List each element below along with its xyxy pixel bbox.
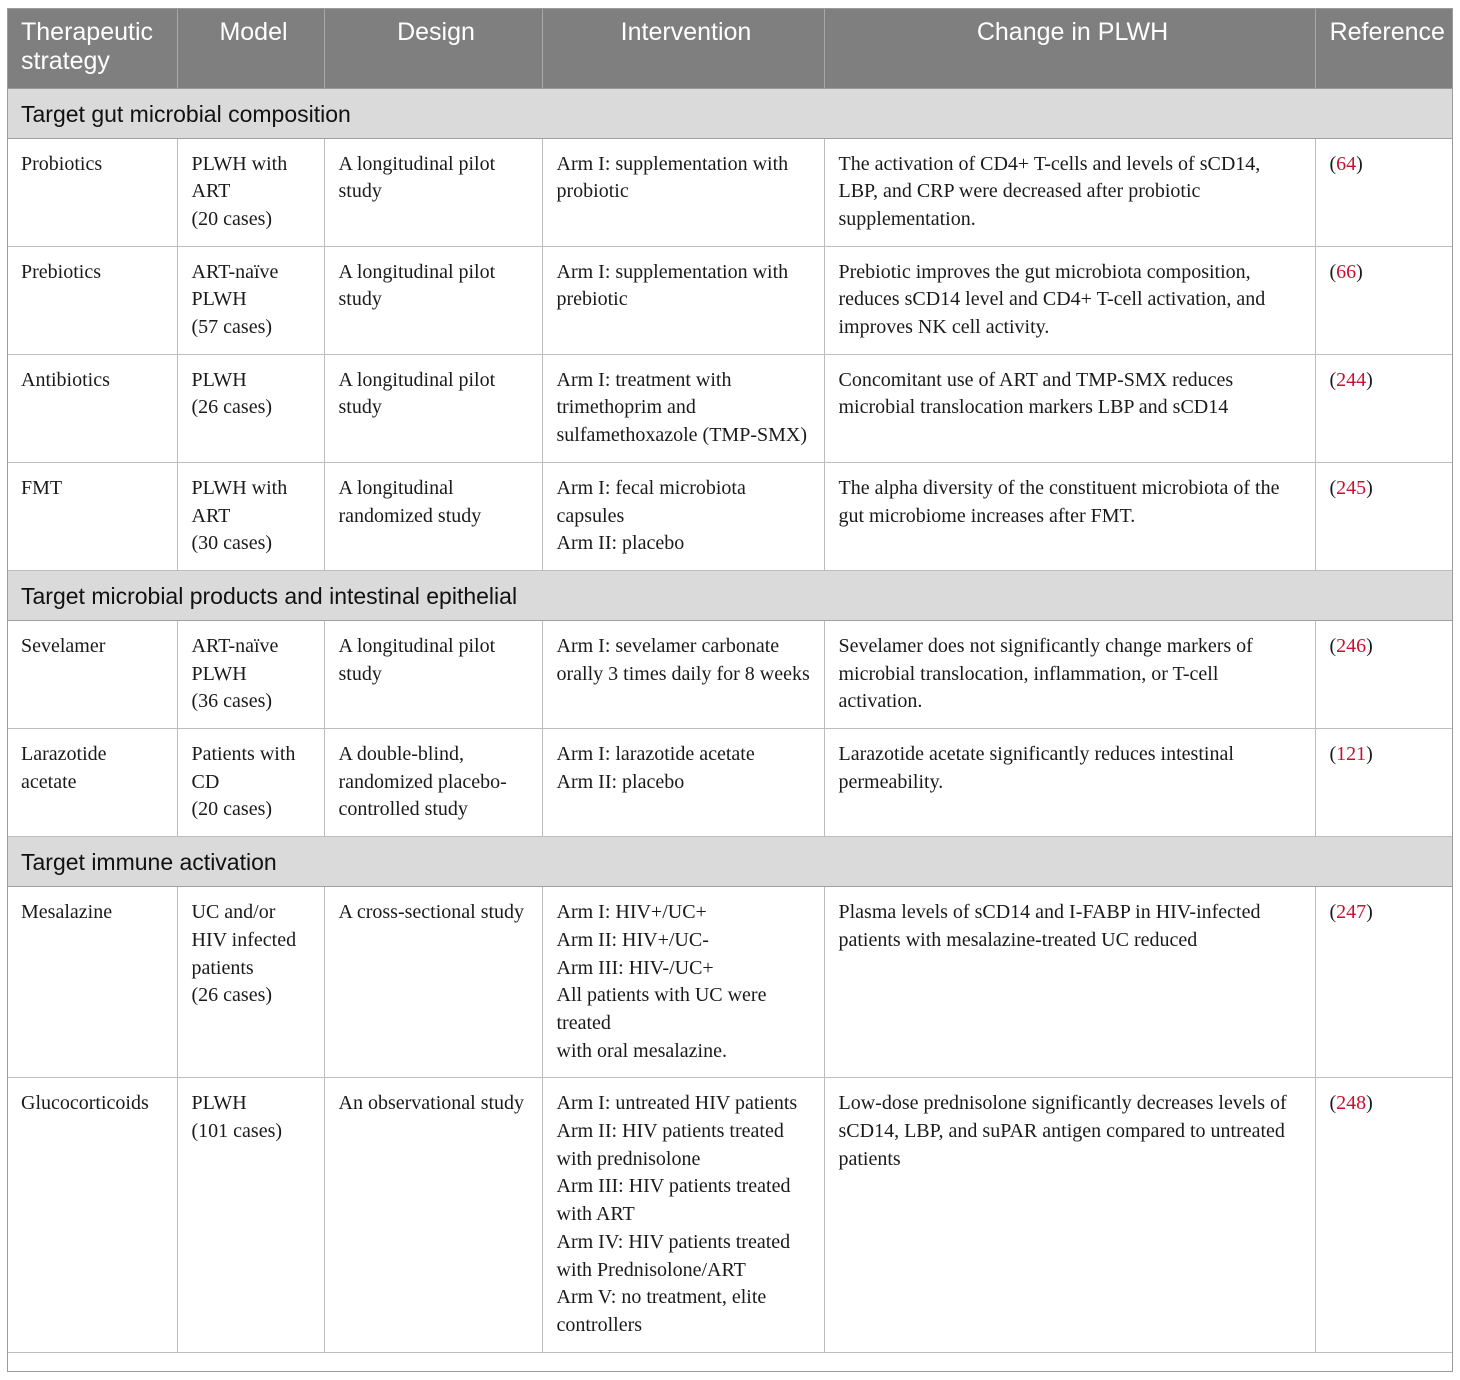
cell-design: A cross-sectional study (324, 887, 542, 1078)
cell-therapeutic-strategy: Glucocorticoids (7, 1078, 177, 1352)
reference-link[interactable]: 66 (1336, 260, 1357, 283)
cell-therapeutic-strategy: Probiotics (7, 138, 177, 246)
reference-link[interactable]: 245 (1336, 476, 1367, 499)
section-row (7, 88, 1453, 138)
header-row (7, 8, 1453, 88)
cell-model: PLWH (26 cases) (177, 354, 324, 462)
cell-reference (1315, 620, 1453, 728)
cell-therapeutic-strategy: Larazotide acetate (7, 729, 177, 837)
reference-paren-open: ( (1329, 260, 1337, 283)
cell-intervention: Arm I: larazotide acetate Arm II: placebo (542, 729, 824, 837)
reference-paren-open: ( (1329, 368, 1337, 391)
reference-paren-open: ( (1329, 152, 1337, 175)
cell-reference (1315, 887, 1453, 1078)
reference-paren-close: ) (1366, 901, 1373, 924)
cell-reference (1315, 729, 1453, 837)
reference-paren-open: ( (1329, 901, 1337, 924)
cell-therapeutic-strategy: Prebiotics (7, 246, 177, 354)
cell-therapeutic-strategy: FMT (7, 462, 177, 570)
cell-change-in-plwh: The activation of CD4+ T-cells and levels of sCD14, LBP, and CRP were decreased after probiotic supplementation. (824, 138, 1315, 246)
cell-therapeutic-strategy: Mesalazine (7, 887, 177, 1078)
cell-reference (1315, 138, 1453, 246)
table-row (7, 354, 1453, 462)
cell-change-in-plwh: Prebiotic improves the gut microbiota composition, reduces sCD14 level and CD4+ T-cell activation, and improves NK cell activity. (824, 246, 1315, 354)
header-therapeutic-strategy: Therapeutic strategy (7, 8, 177, 88)
cell-model: ART-naïve PLWH (36 cases) (177, 620, 324, 728)
cell-change-in-plwh: Plasma levels of sCD14 and I-FABP in HIV-infected patients with mesalazine-treated UC reduced (824, 887, 1315, 1078)
reference-paren-close: ) (1366, 476, 1373, 499)
cell-reference (1315, 354, 1453, 462)
cell-reference (1315, 246, 1453, 354)
reference-paren-close: ) (1366, 368, 1373, 391)
cell-change-in-plwh: Low-dose prednisolone significantly decreases levels of sCD14, LBP, and suPAR antigen compared to untreated patients (824, 1078, 1315, 1352)
reference-paren-close: ) (1356, 152, 1363, 175)
cell-intervention: Arm I: sevelamer carbonate orally 3 times daily for 8 weeks (542, 620, 824, 728)
reference-link[interactable]: 64 (1336, 152, 1357, 175)
table-row (7, 887, 1453, 1078)
cell-model: ART-naïve PLWH (57 cases) (177, 246, 324, 354)
cell-design: An observational study (324, 1078, 542, 1352)
header-change-in-plwh: Change in PLWH (824, 8, 1315, 88)
reference-paren-close: ) (1356, 260, 1363, 283)
cell-intervention: Arm I: supplementation with prebiotic (542, 246, 824, 354)
table-row (7, 620, 1453, 728)
cell-intervention: Arm I: fecal microbiota capsules Arm II: placebo (542, 462, 824, 570)
section-title: Target gut microbial composition (7, 88, 1453, 138)
table-row (7, 729, 1453, 837)
cell-model: PLWH with ART (30 cases) (177, 462, 324, 570)
section-title: Target immune activation (7, 837, 1453, 887)
section-title: Target microbial products and intestinal epithelial (7, 570, 1453, 620)
reference-paren-close: ) (1366, 743, 1373, 766)
cell-design: A longitudinal pilot study (324, 354, 542, 462)
cell-change-in-plwh: Sevelamer does not significantly change markers of microbial translocation, inflammation, or T-cell activation. (824, 620, 1315, 728)
cell-change-in-plwh: The alpha diversity of the constituent microbiota of the gut microbiome increases after FMT. (824, 462, 1315, 570)
reference-paren-open: ( (1329, 634, 1337, 657)
table-body (7, 88, 1453, 1352)
cell-intervention: Arm I: supplementation with probiotic (542, 138, 824, 246)
table-row (7, 1078, 1453, 1352)
reference-link[interactable]: 248 (1336, 1092, 1367, 1115)
cell-intervention: Arm I: treatment with trimethoprim and sulfamethoxazole (TMP-SMX) (542, 354, 824, 462)
reference-link[interactable]: 246 (1336, 634, 1367, 657)
header-intervention: Intervention (542, 8, 824, 88)
cell-design: A longitudinal randomized study (324, 462, 542, 570)
cell-therapeutic-strategy: Sevelamer (7, 620, 177, 728)
table-header (7, 8, 1453, 88)
header-reference: Reference (1315, 8, 1453, 88)
cell-intervention: Arm I: HIV+/UC+ Arm II: HIV+/UC- Arm III: HIV-/UC+ All patients with UC were treated with oral mesalazine. (542, 887, 824, 1078)
cell-reference (1315, 1078, 1453, 1352)
reference-paren-open: ( (1329, 476, 1337, 499)
cell-change-in-plwh: Concomitant use of ART and TMP-SMX reduces microbial translocation markers LBP and sCD14 (824, 354, 1315, 462)
section-row (7, 570, 1453, 620)
header-design: Design (324, 8, 542, 88)
table-row (7, 462, 1453, 570)
cell-model: UC and/or HIV infected patients (26 cases) (177, 887, 324, 1078)
cell-model: PLWH (101 cases) (177, 1078, 324, 1352)
cell-intervention: Arm I: untreated HIV patients Arm II: HIV patients treated with prednisolone Arm III: HIV patients treated with ART Arm IV: HIV patients treated with Prednisolone/ART Arm V: no treatment, elite controllers (542, 1078, 824, 1352)
reference-paren-open: ( (1329, 1092, 1337, 1115)
cell-design: A longitudinal pilot study (324, 138, 542, 246)
cell-model: PLWH with ART (20 cases) (177, 138, 324, 246)
therapeutic-strategies-table (7, 8, 1453, 1353)
reference-link[interactable]: 121 (1336, 743, 1367, 766)
reference-link[interactable]: 244 (1336, 368, 1367, 391)
cell-change-in-plwh: Larazotide acetate significantly reduces intestinal permeability. (824, 729, 1315, 837)
cell-therapeutic-strategy: Antibiotics (7, 354, 177, 462)
table-row (7, 246, 1453, 354)
cell-design: A longitudinal pilot study (324, 246, 542, 354)
cell-reference (1315, 462, 1453, 570)
header-model: Model (177, 8, 324, 88)
reference-paren-open: ( (1329, 743, 1337, 766)
cell-design: A longitudinal pilot study (324, 620, 542, 728)
reference-link[interactable]: 247 (1336, 901, 1367, 924)
reference-paren-close: ) (1366, 1092, 1373, 1115)
cell-model: Patients with CD (20 cases) (177, 729, 324, 837)
reference-paren-close: ) (1366, 634, 1373, 657)
table-row (7, 138, 1453, 246)
cell-design: A double-blind, randomized placebo-controlled study (324, 729, 542, 837)
section-row (7, 837, 1453, 887)
